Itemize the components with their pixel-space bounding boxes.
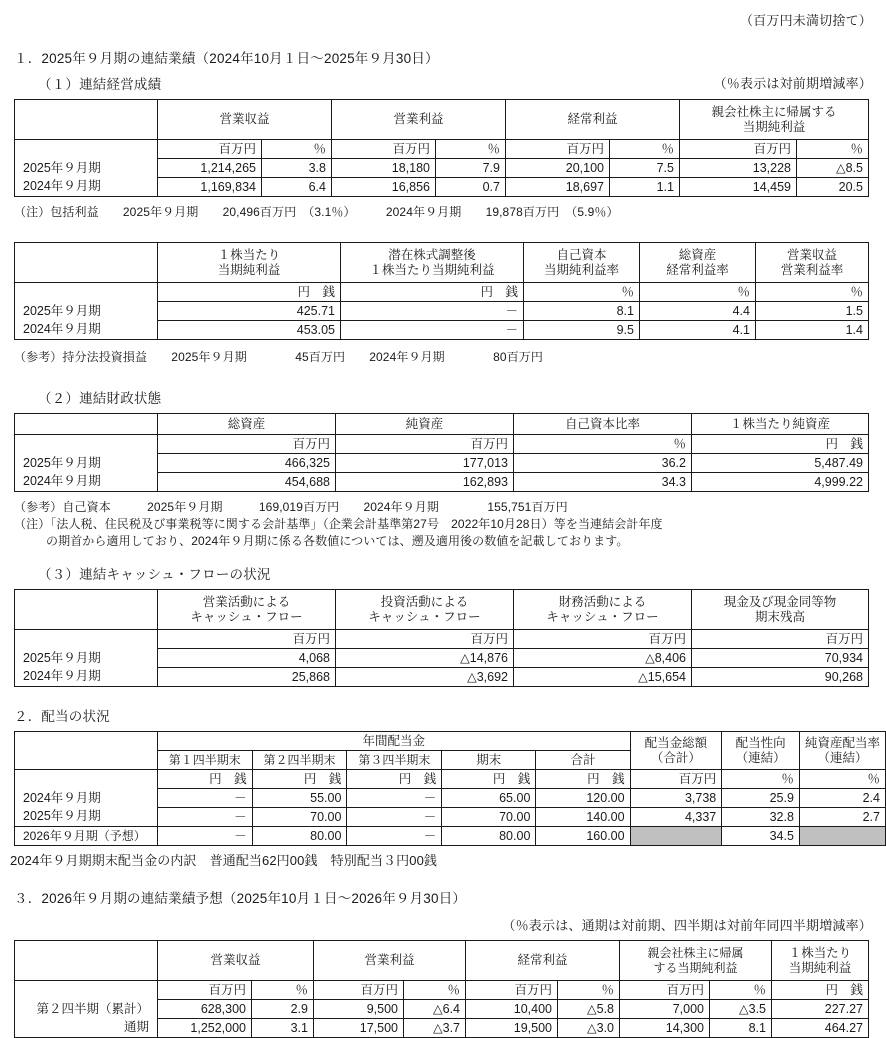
header-revenue: 営業収益 (158, 941, 314, 981)
header-diluted-eps-line2: １株当たり当期純利益 (369, 262, 495, 277)
section2-heading: ２．配当の状況 (14, 709, 110, 724)
header-total-dividend-amount-line2: （合計） (650, 750, 701, 765)
cell-revenue-h1: 628,300 (158, 1000, 252, 1019)
unit-net-assets: 百万円 (336, 435, 514, 454)
corner-cell (15, 414, 158, 435)
cell-total-2025: 140.00 (536, 808, 630, 827)
cell-q3-2024: － (347, 789, 442, 808)
spacer-15 (0, 869, 886, 887)
unit-equity-ratio: ％ (514, 435, 692, 454)
cell-ord-2024: 18,697 (506, 178, 610, 197)
unit-total-amount: 百万円 (630, 770, 722, 789)
cell-cash-end-2025: 70,934 (692, 649, 869, 668)
header-cf-operating (158, 590, 336, 630)
unit-roe: ％ (524, 283, 640, 302)
row-label-fy2024: 2024年９月期 (15, 178, 158, 197)
header-ordinary-income: 経常利益 (466, 941, 620, 981)
cell-revenue-2024: 1,169,834 (158, 178, 262, 197)
cell-net-h1: 7,000 (620, 1000, 710, 1019)
cell-payout-ratio-2024: 25.9 (722, 789, 800, 808)
equity-method-note: （参考）持分法投資損益 2025年９月期 45百万円 2024年９月期 80百万円 (14, 350, 543, 364)
table-row (15, 668, 869, 687)
header-eps-line1: １株当たり (217, 247, 281, 262)
spacer-1 (0, 29, 886, 47)
header-q1-end: 第１四半期末 (157, 751, 252, 770)
cell-net-fy: 14,300 (620, 1019, 710, 1038)
header-roa-line1: 総資産 (678, 247, 717, 262)
header-cash-end-line1: 現金及び現金同等物 (723, 594, 837, 609)
header-roe (524, 243, 640, 283)
cell-cf-inv-2025: △14,876 (336, 649, 514, 668)
cell-net-assets-2025: 177,013 (336, 454, 514, 473)
unit-row-blank (15, 981, 158, 1000)
table-row (15, 789, 886, 808)
cell-op-2024: 16,856 (332, 178, 436, 197)
cell-net-pct-h1: △3.5 (710, 1000, 772, 1019)
table-header-row (15, 100, 869, 140)
section3-pct-note: （％表示は、通期は対前期、四半期は対前年同四半期増減率） (502, 918, 872, 933)
header-total-dividend-amount-line1: 配当金総額 (644, 735, 708, 750)
header-eps (772, 941, 869, 981)
header-net-income-line1: 親会社株主に帰属する (711, 104, 837, 119)
table-row (15, 159, 869, 178)
header-payout-ratio (722, 732, 800, 770)
unit-row-blank (15, 435, 158, 454)
row-label-fy2025: 2025年９月期 (15, 159, 158, 178)
header-roa (640, 243, 756, 283)
unit-diluted-eps: 円 銭 (341, 283, 524, 302)
cell-ord-2025: 20,100 (506, 159, 610, 178)
unit-row-blank (15, 283, 158, 302)
row-label-fy2025: 2025年９月期 (15, 302, 158, 321)
cell-diluted-eps-2025: － (341, 302, 524, 321)
table-row (15, 1019, 869, 1038)
table-row (15, 1000, 869, 1019)
corner-cell (15, 941, 158, 981)
table-row-forecast (15, 827, 886, 846)
table-row (15, 473, 869, 492)
unit-revenue-yen: 百万円 (158, 981, 252, 1000)
cell-eps-2024: 453.05 (158, 321, 341, 340)
per-share-indicators-table (14, 242, 869, 340)
header-dividend-on-equity (799, 732, 885, 770)
row-label-full-year: 通期 (15, 1019, 158, 1038)
header-eps-line1: １株当たり (788, 945, 852, 960)
section1-sub2-heading: （２）連結財政状態 (38, 391, 162, 406)
cell-ord-fy: 19,500 (466, 1019, 558, 1038)
header-bps: １株当たり純資産 (692, 414, 869, 435)
table-header-row-top (15, 732, 886, 751)
unit-row-blank (15, 770, 158, 789)
section1-sub1-heading: （１）連結経営成績 (38, 77, 162, 92)
spacer-5 (0, 220, 886, 242)
unit-cf-operating: 百万円 (158, 630, 336, 649)
unit-revenue-pct: ％ (262, 140, 332, 159)
header-net-income-line1: 親会社株主に帰属 (647, 946, 744, 961)
unit-ord-yen: 百万円 (506, 140, 610, 159)
cell-bps-2024: 4,999.22 (692, 473, 869, 492)
cell-q1-2026: － (157, 827, 252, 846)
header-total-dividend-amount (630, 732, 722, 770)
cell-total-amount-2025: 4,337 (630, 808, 722, 827)
cell-op-2025: 18,180 (332, 159, 436, 178)
cell-diluted-eps-2024: － (341, 321, 524, 340)
header-diluted-eps (341, 243, 524, 283)
header-equity-ratio: 自己資本比率 (514, 414, 692, 435)
cell-eps-fy: 464.27 (772, 1019, 869, 1038)
unit-op-yen: 百万円 (314, 981, 404, 1000)
header-payout-ratio-line2: （連結） (735, 750, 786, 765)
cell-op-margin-2025: 1.5 (756, 302, 869, 321)
row-label-fy2024: 2024年９月期 (15, 668, 158, 687)
cell-cf-op-2025: 4,068 (158, 649, 336, 668)
cell-op-margin-2024: 1.4 (756, 321, 869, 340)
earnings-forecast-table (14, 940, 869, 1038)
unit-revenue-yen: 百万円 (158, 140, 262, 159)
header-revenue: 営業収益 (158, 100, 332, 140)
cell-doe-2025: 2.7 (799, 808, 885, 827)
cell-total-assets-2024: 454,688 (158, 473, 336, 492)
header-net-income-parent (680, 100, 869, 140)
cell-q1-2024: － (157, 789, 252, 808)
unit-net-yen: 百万円 (680, 140, 797, 159)
cell-ord-pct-2025: 7.5 (610, 159, 680, 178)
unit-net-pct: ％ (710, 981, 772, 1000)
row-label-fy2026-forecast: 2026年９月期（予想） (15, 827, 158, 846)
unit-bps: 円 銭 (692, 435, 869, 454)
header-dividend-on-equity-line1: 純資産配当率 (804, 735, 880, 750)
unit-total: 円 銭 (536, 770, 630, 789)
table-header-row (15, 590, 869, 630)
table-row (15, 649, 869, 668)
unit-dividend-on-equity: ％ (799, 770, 885, 789)
cell-net-pct-2024: 20.5 (797, 178, 869, 197)
section3-heading: ３．2026年９月期の連結業績予想（2025年10月１日～2026年９月30日） (14, 891, 467, 906)
header-roe-line1: 自己資本 (556, 247, 607, 262)
header-cf-investing-line1: 投資活動による (380, 594, 469, 609)
unit-payout-ratio: ％ (722, 770, 800, 789)
unit-revenue-pct: ％ (252, 981, 314, 1000)
accounting-standard-note-line2: の期首から適用しており、2024年９月期に係る各数値については、遡及適用後の数値を記載しております。 (46, 534, 629, 548)
cash-flow-table (14, 589, 869, 687)
header-op-margin-line1: 営業収益 (786, 247, 837, 262)
financial-position-table (14, 413, 869, 492)
section1-sub3-heading: （３）連結キャッシュ・フローの状況 (38, 567, 271, 582)
table-unit-row (15, 283, 869, 302)
unit-total-assets: 百万円 (158, 435, 336, 454)
cell-q2-2026: 80.00 (252, 827, 347, 846)
dividend-breakdown-note: 2024年９月期期末配当金の内訳 普通配当62円00銭 特別配当３円00銭 (10, 853, 437, 868)
header-annual-dividend: 年間配当金 (157, 732, 630, 751)
unit-net-pct: ％ (797, 140, 869, 159)
spacer-16 (0, 907, 886, 915)
cell-ord-pct-fy: △3.0 (558, 1019, 620, 1038)
unit-eps: 円 銭 (158, 283, 341, 302)
header-cf-financing (514, 590, 692, 630)
cell-equity-ratio-2025: 36.2 (514, 454, 692, 473)
cell-net-2024: 14,459 (680, 178, 797, 197)
cell-op-pct-2024: 0.7 (436, 178, 506, 197)
header-roe-line2: 当期純利益率 (543, 262, 619, 277)
dividend-status-table (14, 731, 886, 846)
unit-ord-pct: ％ (610, 140, 680, 159)
header-diluted-eps-line1: 潜在株式調整後 (388, 247, 476, 262)
spacer-12 (0, 687, 886, 705)
unit-q2: 円 銭 (252, 770, 347, 789)
section1-heading: １．2025年９月期の連結業績（2024年10月１日～2025年９月30日） (14, 51, 439, 66)
table-unit-row (15, 435, 869, 454)
table-unit-row (15, 630, 869, 649)
table-unit-row (15, 140, 869, 159)
cell-total-amount-2026 (630, 827, 722, 846)
cell-payout-ratio-2025: 32.8 (722, 808, 800, 827)
header-q2-end: 第２四半期末 (252, 751, 347, 770)
header-cf-investing (336, 590, 514, 630)
header-payout-ratio-line1: 配当性向 (735, 735, 786, 750)
cell-cf-fin-2024: △15,654 (514, 668, 692, 687)
cell-year-end-2025: 70.00 (442, 808, 536, 827)
spacer-6 (0, 340, 886, 348)
header-net-income-line2: する当期純利益 (653, 960, 738, 975)
cell-total-2024: 120.00 (536, 789, 630, 808)
header-total-assets: 総資産 (158, 414, 336, 435)
cell-doe-2024: 2.4 (799, 789, 885, 808)
header-dividend-on-equity-line2: （連結） (817, 750, 868, 765)
cell-net-assets-2024: 162,893 (336, 473, 514, 492)
header-cash-end (692, 590, 869, 630)
unit-row-blank (15, 630, 158, 649)
header-net-income-line2: 当期純利益 (742, 119, 806, 134)
unit-q3: 円 銭 (347, 770, 442, 789)
cell-op-fy: 17,500 (314, 1019, 404, 1038)
unit-ord-yen: 百万円 (466, 981, 558, 1000)
unit-op-pct: ％ (436, 140, 506, 159)
unit-cf-investing: 百万円 (336, 630, 514, 649)
unit-eps: 円 銭 (772, 981, 869, 1000)
cell-q3-2025: － (347, 808, 442, 827)
rounding-note: （百万円未満切捨て） (739, 13, 872, 28)
table-row (15, 178, 869, 197)
unit-ord-pct: ％ (558, 981, 620, 1000)
cell-revenue-pct-h1: 2.9 (252, 1000, 314, 1019)
header-operating-income: 営業利益 (314, 941, 466, 981)
header-ordinary-income: 経常利益 (506, 100, 680, 140)
cell-ord-pct-2024: 1.1 (610, 178, 680, 197)
row-label-fy2025: 2025年９月期 (15, 649, 158, 668)
cell-cf-fin-2025: △8,406 (514, 649, 692, 668)
cell-roe-2025: 8.1 (524, 302, 640, 321)
cell-total-amount-2024: 3,738 (630, 789, 722, 808)
unit-year-end: 円 銭 (442, 770, 536, 789)
cell-op-h1: 9,500 (314, 1000, 404, 1019)
spacer-10 (0, 549, 886, 563)
table-row (15, 454, 869, 473)
unit-op-pct: ％ (404, 981, 466, 1000)
unit-net-yen: 百万円 (620, 981, 710, 1000)
row-label-fy2025: 2025年９月期 (15, 454, 158, 473)
header-operating-income: 営業利益 (332, 100, 506, 140)
row-label-h1-cumulative: 第２四半期（累計） (15, 1000, 158, 1019)
header-cf-operating-line2: キャッシュ・フロー (190, 609, 303, 624)
unit-op-yen: 百万円 (332, 140, 436, 159)
consolidated-results-table (14, 99, 869, 197)
cell-year-end-2024: 65.00 (442, 789, 536, 808)
spacer-top (0, 0, 886, 10)
cell-total-2026: 160.00 (536, 827, 630, 846)
cell-ord-h1: 10,400 (466, 1000, 558, 1019)
cell-eps-2025: 425.71 (158, 302, 341, 321)
cell-q1-2025: － (157, 808, 252, 827)
table-row (15, 321, 869, 340)
table-row (15, 302, 869, 321)
cell-net-pct-fy: 8.1 (710, 1019, 772, 1038)
cell-revenue-pct-2025: 3.8 (262, 159, 332, 178)
unit-cf-financing: 百万円 (514, 630, 692, 649)
cell-eps-h1: 227.27 (772, 1000, 869, 1019)
table-header-row (15, 414, 869, 435)
cell-revenue-2025: 1,214,265 (158, 159, 262, 178)
cell-revenue-pct-fy: 3.1 (252, 1019, 314, 1038)
header-roa-line2: 経常利益率 (666, 262, 729, 277)
unit-row-blank (15, 140, 158, 159)
header-total: 合計 (536, 751, 630, 770)
header-cash-end-line2: 期末残高 (754, 609, 805, 624)
table-unit-row (15, 770, 886, 789)
header-cf-financing-line1: 財務活動による (558, 594, 647, 609)
spacer-7 (0, 365, 886, 387)
cell-total-assets-2025: 466,325 (158, 454, 336, 473)
table-header-row (15, 941, 869, 981)
cell-ord-pct-h1: △5.8 (558, 1000, 620, 1019)
row-label-fy2024: 2024年９月期 (15, 473, 158, 492)
cell-op-pct-2025: 7.9 (436, 159, 506, 178)
accounting-standard-note-line1: （注）「法人税、住民税及び事業税等に関する会計基準」（企業会計基準第27号 2022年10月28日）等を当連結会計年度 (14, 517, 663, 531)
cell-q2-2025: 70.00 (252, 808, 347, 827)
header-net-assets: 純資産 (336, 414, 514, 435)
header-op-margin-line2: 営業利益率 (780, 262, 844, 277)
unit-op-margin: ％ (756, 283, 869, 302)
cell-doe-2026 (799, 827, 885, 846)
header-year-end: 期末 (442, 751, 536, 770)
header-cf-financing-line2: キャッシュ・フロー (546, 609, 659, 624)
table-row (15, 808, 886, 827)
cell-year-end-2026: 80.00 (442, 827, 536, 846)
header-eps-line2: 当期純利益 (788, 960, 852, 975)
unit-roa: ％ (640, 283, 756, 302)
cell-cf-inv-2024: △3,692 (336, 668, 514, 687)
table-header-row (15, 243, 869, 283)
comprehensive-income-note: （注）包括利益 2025年９月期 20,496百万円 （3.1％） 2024年９月期 19,878百万円 （5.9％） (14, 205, 619, 219)
cell-q3-2026: － (347, 827, 442, 846)
cell-cf-op-2024: 25,868 (158, 668, 336, 687)
header-cf-investing-line2: キャッシュ・フロー (368, 609, 481, 624)
corner-cell (15, 243, 158, 283)
own-capital-note: （参考）自己資本 2025年９月期 169,019百万円 2024年９月期 155,751百万円 (14, 500, 568, 514)
cell-roe-2024: 9.5 (524, 321, 640, 340)
cell-q2-2024: 55.00 (252, 789, 347, 808)
section1-sub1-pct-note: （％表示は対前期増減率） (713, 76, 872, 91)
header-eps-line2: 当期純利益 (217, 262, 281, 277)
header-cf-operating-line1: 営業活動による (202, 594, 291, 609)
cell-cash-end-2024: 90,268 (692, 668, 869, 687)
cell-bps-2025: 5,487.49 (692, 454, 869, 473)
header-q3-end: 第３四半期末 (347, 751, 442, 770)
cell-op-pct-fy: △3.7 (404, 1019, 466, 1038)
cell-net-pct-2025: △8.5 (797, 159, 869, 178)
row-label-fy2025: 2025年９月期 (15, 808, 158, 827)
cell-revenue-pct-2024: 6.4 (262, 178, 332, 197)
cell-op-pct-h1: △6.4 (404, 1000, 466, 1019)
cell-net-2025: 13,228 (680, 159, 797, 178)
cell-roa-2024: 4.1 (640, 321, 756, 340)
row-label-fy2024: 2024年９月期 (15, 321, 158, 340)
corner-cell (15, 590, 158, 630)
header-eps (158, 243, 341, 283)
row-label-fy2024: 2024年９月期 (15, 789, 158, 808)
header-op-margin (756, 243, 869, 283)
unit-cash-end: 百万円 (692, 630, 869, 649)
header-net-income-parent (620, 941, 772, 981)
unit-q1: 円 銭 (157, 770, 252, 789)
cell-payout-ratio-2026: 34.5 (722, 827, 800, 846)
cell-equity-ratio-2024: 34.3 (514, 473, 692, 492)
cell-revenue-fy: 1,252,000 (158, 1019, 252, 1038)
corner-cell (15, 732, 158, 770)
cell-roa-2025: 4.4 (640, 302, 756, 321)
corner-cell (15, 100, 158, 140)
table-unit-row (15, 981, 869, 1000)
